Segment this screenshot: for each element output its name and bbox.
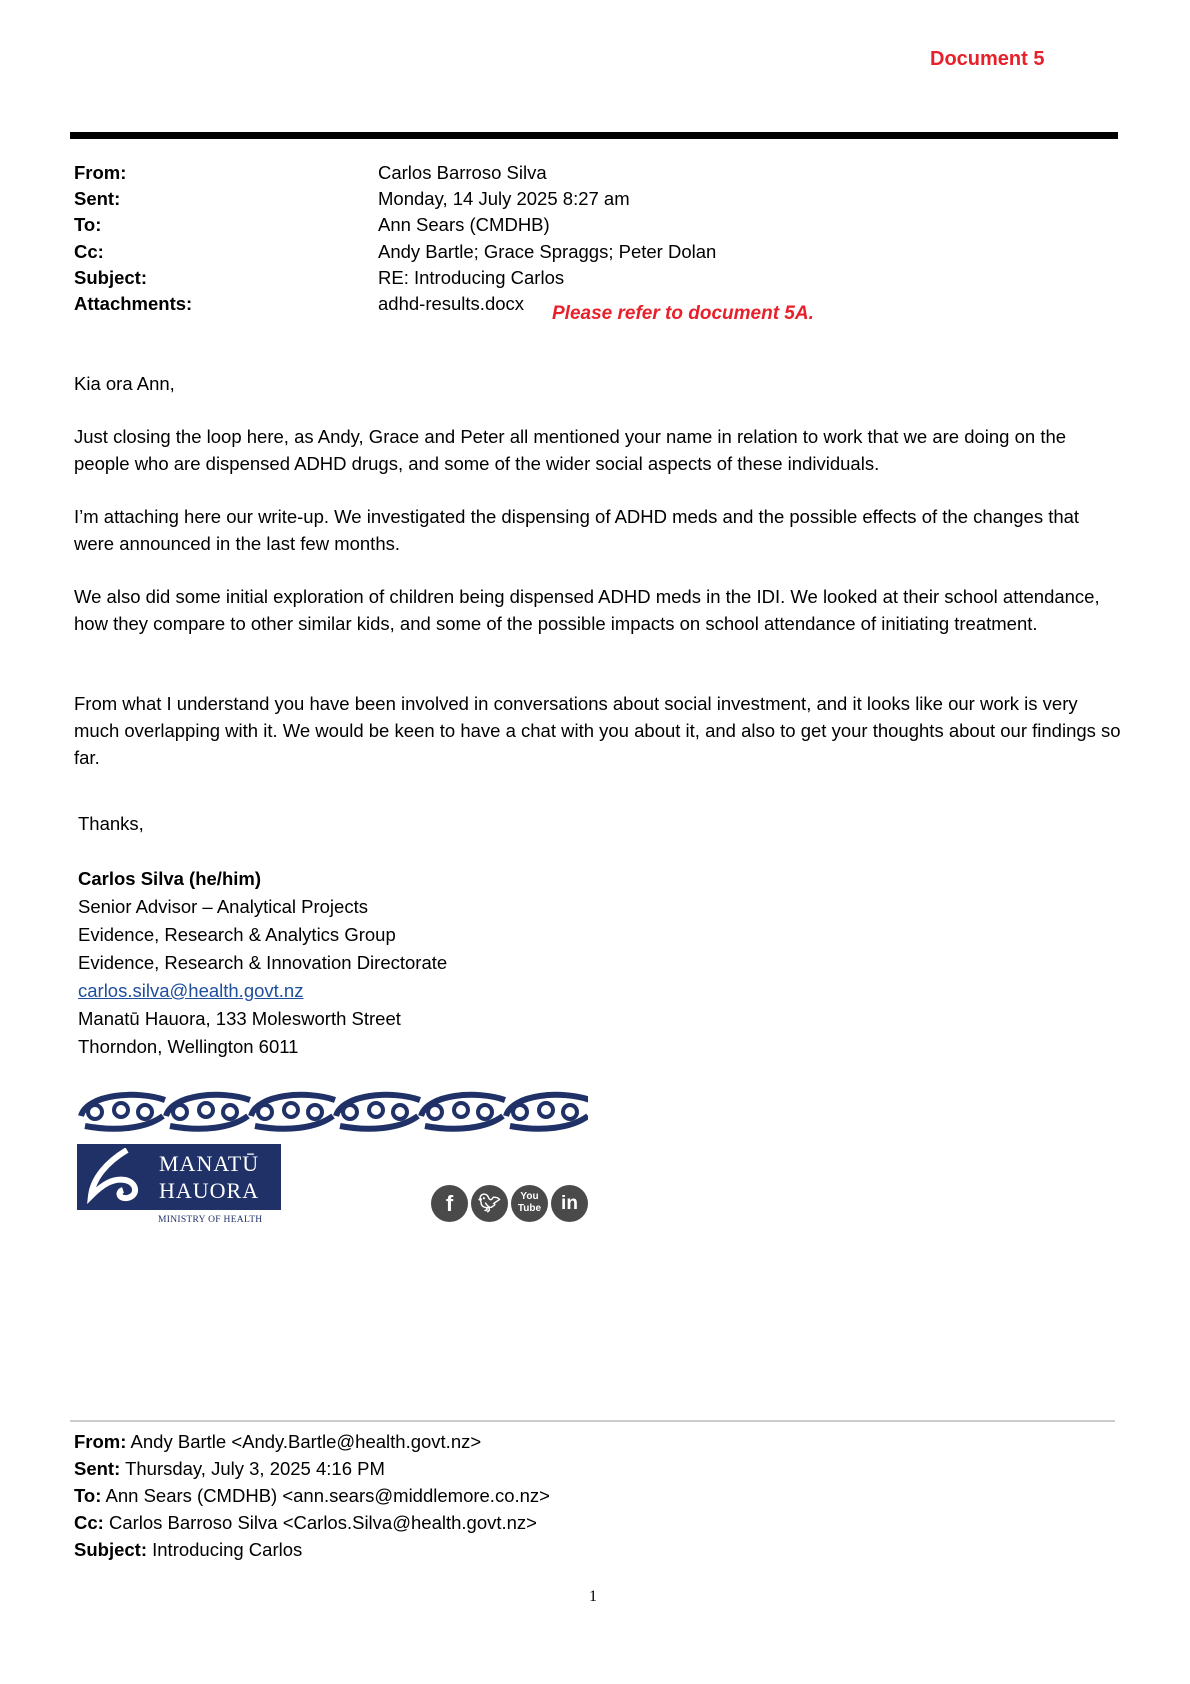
koru-spiral bbox=[428, 1105, 442, 1119]
prev-sent-value: Thursday, July 3, 2025 4:16 PM bbox=[125, 1458, 385, 1479]
greeting: Kia ora Ann, bbox=[74, 373, 175, 394]
header-divider bbox=[70, 132, 1118, 139]
koru-spiral bbox=[454, 1103, 468, 1117]
linkedin-icon[interactable]: in bbox=[551, 1185, 588, 1222]
body-paragraph: I’m attaching here our write-up. We investigated the dispensing of ADHD meds and the possible effects of the changes that were announced in the last few months. bbox=[74, 506, 1080, 554]
koru-spiral bbox=[513, 1105, 527, 1119]
subject-value: RE: Introducing Carlos bbox=[378, 267, 565, 288]
koru-pattern-banner bbox=[77, 1086, 588, 1132]
signature-group: Evidence, Research & Analytics Group bbox=[78, 924, 396, 945]
from-label: From: bbox=[74, 162, 127, 183]
cc-value: Andy Bartle; Grace Spraggs; Peter Dolan bbox=[378, 241, 717, 262]
koru-spiral bbox=[393, 1105, 407, 1119]
attachment-file[interactable]: adhd-results.docx bbox=[378, 293, 525, 314]
prev-from-value: Andy Bartle <Andy.Bartle@health.govt.nz> bbox=[130, 1431, 482, 1452]
koru-spiral bbox=[563, 1105, 577, 1119]
logo-line2: HAUORA bbox=[159, 1178, 260, 1203]
prev-to-value: Ann Sears (CMDHB) <ann.sears@middlemore.co.nz> bbox=[105, 1485, 550, 1506]
koru-spiral bbox=[478, 1105, 492, 1119]
prev-to-label: To: bbox=[74, 1485, 102, 1506]
to-label: To: bbox=[74, 214, 102, 235]
signature-block bbox=[78, 865, 447, 1061]
cc-label: Cc: bbox=[74, 241, 104, 262]
koru-spiral bbox=[539, 1103, 553, 1117]
koru-spiral bbox=[88, 1105, 102, 1119]
koru-spiral bbox=[114, 1103, 128, 1117]
logo-line1: MANATŪ bbox=[159, 1151, 260, 1176]
signoff: Thanks, bbox=[78, 813, 144, 834]
prev-cc-value: Carlos Barroso Silva <Carlos.Silva@health.govt.nz> bbox=[108, 1512, 537, 1533]
ministry-logo bbox=[77, 1144, 281, 1210]
koru-spiral bbox=[258, 1105, 272, 1119]
sent-value: Monday, 14 July 2025 8:27 am bbox=[378, 188, 630, 209]
signature-directorate: Evidence, Research & Innovation Directorate bbox=[78, 952, 448, 973]
signature-name: Carlos Silva (he/him) bbox=[78, 868, 261, 889]
page-number: 1 bbox=[589, 1588, 597, 1605]
signature-title: Senior Advisor – Analytical Projects bbox=[78, 896, 368, 917]
signature-address-line2: Thorndon, Wellington 6011 bbox=[78, 1036, 299, 1057]
document-label: Document 5 bbox=[930, 48, 1045, 70]
koru-spiral bbox=[284, 1103, 298, 1117]
body-paragraph: Just closing the loop here, as Andy, Grace and Peter all mentioned your name in relation to work that we are doing on the people who are dispensed ADHD drugs, and some of the wider social aspects of these individuals. bbox=[74, 426, 1067, 474]
koru-spiral bbox=[173, 1105, 187, 1119]
twitter-icon[interactable]: 🐦︎ bbox=[471, 1185, 508, 1222]
prev-subject bbox=[74, 1536, 302, 1563]
koru-spiral bbox=[138, 1105, 152, 1119]
prev-from-label: From: bbox=[74, 1431, 127, 1452]
facebook-icon[interactable]: f bbox=[431, 1185, 468, 1222]
youtube-icon[interactable]: You Tube bbox=[511, 1185, 548, 1222]
subject-label: Subject: bbox=[74, 267, 147, 288]
sent-label: Sent: bbox=[74, 188, 121, 209]
prev-cc-label: Cc: bbox=[74, 1512, 104, 1533]
koru-spiral bbox=[369, 1103, 383, 1117]
koru-spiral bbox=[343, 1105, 357, 1119]
prev-cc bbox=[74, 1509, 537, 1536]
koru-logo-icon bbox=[83, 1148, 153, 1206]
prev-from bbox=[74, 1428, 481, 1455]
message-divider bbox=[70, 1420, 1115, 1422]
koru-spiral bbox=[308, 1105, 322, 1119]
signature-email-link[interactable]: carlos.silva@health.govt.nz bbox=[78, 980, 304, 1001]
signature-address-line1: Manatū Hauora, 133 Molesworth Street bbox=[78, 1008, 401, 1029]
logo-subtitle: MINISTRY OF HEALTH bbox=[158, 1215, 263, 1225]
body-paragraph: From what I understand you have been involved in conversations about social investment, and it looks like our work is very much overlapping with it. We would be keen to have a chat with you about it, and also to get your thoughts about our findings so far. bbox=[74, 693, 1121, 768]
prev-to bbox=[74, 1482, 550, 1509]
koru-spiral bbox=[223, 1105, 237, 1119]
koru-spiral bbox=[199, 1103, 213, 1117]
body-paragraph: We also did some initial exploration of children being dispensed ADHD meds in the IDI. We looked at their school attendance, how they compare to other similar kids, and some of the possible impacts on school attendance of initiating treatment. bbox=[74, 586, 1100, 634]
prev-sent bbox=[74, 1455, 385, 1482]
attachments-label: Attachments: bbox=[74, 293, 193, 314]
from-value: Carlos Barroso Silva bbox=[378, 162, 547, 183]
prev-subject-label: Subject: bbox=[74, 1539, 147, 1560]
to-value: Ann Sears (CMDHB) bbox=[378, 214, 550, 235]
prev-sent-label: Sent: bbox=[74, 1458, 121, 1479]
refer-note: Please refer to document 5A. bbox=[552, 303, 814, 324]
logo-wordmark bbox=[159, 1150, 259, 1204]
prev-subject-value: Introducing Carlos bbox=[152, 1539, 303, 1560]
